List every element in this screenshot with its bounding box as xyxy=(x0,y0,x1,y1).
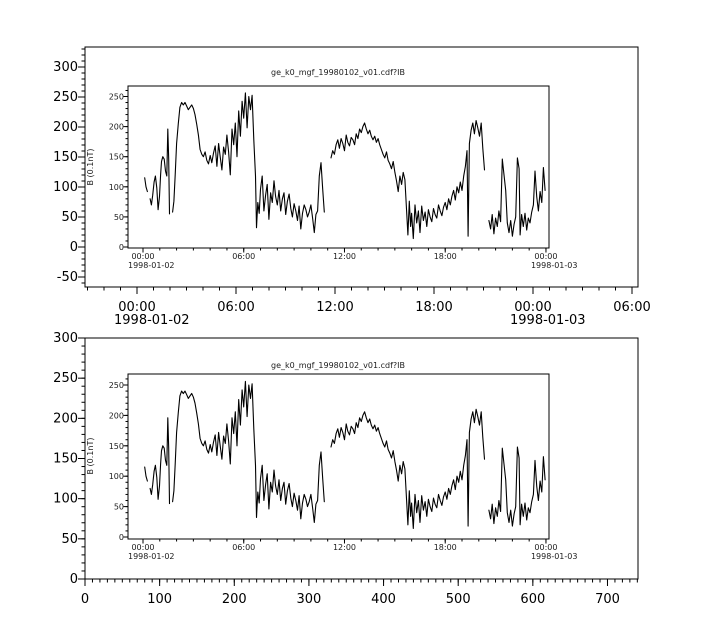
x-tick-label: 18:00 xyxy=(415,300,453,315)
y-tick-label: 200 xyxy=(53,411,78,427)
x-tick-label: 300 xyxy=(296,592,322,607)
y-tick-label: 100 xyxy=(108,182,124,192)
y-tick-label: 250 xyxy=(53,371,78,387)
series-line-IB xyxy=(145,381,545,528)
y-tick-label: 150 xyxy=(108,152,124,162)
y-tick-label: 200 xyxy=(108,122,124,132)
series-line-IB xyxy=(145,93,545,239)
y-tick-label: 0 xyxy=(118,243,124,252)
x-tick-label: 00:00 xyxy=(131,543,155,552)
y-tick-label: 200 xyxy=(53,120,78,135)
y-tick-label: 300 xyxy=(53,331,78,347)
x-tick-label: 700 xyxy=(595,592,620,607)
panel-top xyxy=(53,47,651,328)
panel-top-inset-chart xyxy=(86,68,577,270)
panel-top-outer-axes xyxy=(53,47,651,328)
x-tick-label: 12:00 xyxy=(332,252,357,261)
y-tick-label: 150 xyxy=(53,150,78,165)
inset-title: ge_k0_mgf_19980102_v01.cdf?IB xyxy=(271,68,405,77)
x-tick-label: 600 xyxy=(520,592,546,607)
x-axis-date-label: 1998-01-02 xyxy=(128,552,175,561)
x-tick-label: 06:00 xyxy=(232,543,256,552)
y-tick-label: 250 xyxy=(108,381,124,390)
x-tick-label: 00:00 xyxy=(514,300,552,315)
y-tick-label: 0 xyxy=(69,572,78,587)
panel-bottom-inset-chart xyxy=(86,361,577,561)
x-axis-date-label: 1998-01-02 xyxy=(114,313,190,328)
y-tick-label: 200 xyxy=(108,411,124,421)
y-tick-label: 50 xyxy=(61,531,78,547)
panel-bottom xyxy=(53,331,638,607)
y-tick-label: 50 xyxy=(61,210,78,225)
inset-y-axis-label: B (0.1nT) xyxy=(86,148,95,186)
y-tick-label: 300 xyxy=(53,60,78,75)
y-tick-label: 0 xyxy=(69,240,78,255)
y-tick-label: 150 xyxy=(53,451,78,467)
y-tick-label: 100 xyxy=(53,491,78,507)
inset-title: ge_k0_mgf_19980102_v01.cdf?IB xyxy=(271,361,405,370)
y-tick-label: -50 xyxy=(56,270,78,285)
x-tick-label: 400 xyxy=(371,592,396,607)
x-tick-label: 00:00 xyxy=(131,252,155,261)
plot-frame xyxy=(85,47,638,287)
inset-y-axis-label: B (0.1nT) xyxy=(86,437,95,475)
x-axis-date-label: 1998-01-03 xyxy=(530,261,578,270)
x-tick-label: 12:00 xyxy=(332,543,357,552)
panel-bottom-outer-axes xyxy=(53,331,638,607)
y-tick-label: 50 xyxy=(113,502,124,512)
y-tick-label: 250 xyxy=(108,92,124,102)
x-tick-label: 500 xyxy=(445,592,471,607)
plot-frame xyxy=(128,86,549,248)
plot-frame xyxy=(128,374,549,539)
x-tick-label: 00:00 xyxy=(118,300,156,315)
x-tick-label: 0 xyxy=(80,592,90,607)
y-tick-label: 100 xyxy=(108,472,124,482)
x-tick-label: 100 xyxy=(147,592,173,607)
y-tick-label: 0 xyxy=(118,533,124,542)
y-tick-label: 100 xyxy=(53,180,78,195)
x-tick-label: 06:00 xyxy=(613,300,651,315)
x-tick-label: 00:00 xyxy=(534,252,558,261)
x-tick-label: 00:00 xyxy=(534,543,558,552)
x-axis-date-label: 1998-01-03 xyxy=(510,313,586,328)
x-tick-label: 200 xyxy=(221,592,247,607)
y-tick-label: 50 xyxy=(113,212,124,222)
x-tick-label: 06:00 xyxy=(232,252,256,261)
x-tick-label: 12:00 xyxy=(316,300,354,315)
x-axis-date-label: 1998-01-03 xyxy=(530,552,578,561)
y-tick-label: 150 xyxy=(108,441,124,451)
y-tick-label: 250 xyxy=(53,90,78,105)
x-axis-date-label: 1998-01-02 xyxy=(128,261,175,270)
x-tick-label: 06:00 xyxy=(217,300,255,315)
x-tick-label: 18:00 xyxy=(433,252,457,261)
x-tick-label: 18:00 xyxy=(433,543,457,552)
